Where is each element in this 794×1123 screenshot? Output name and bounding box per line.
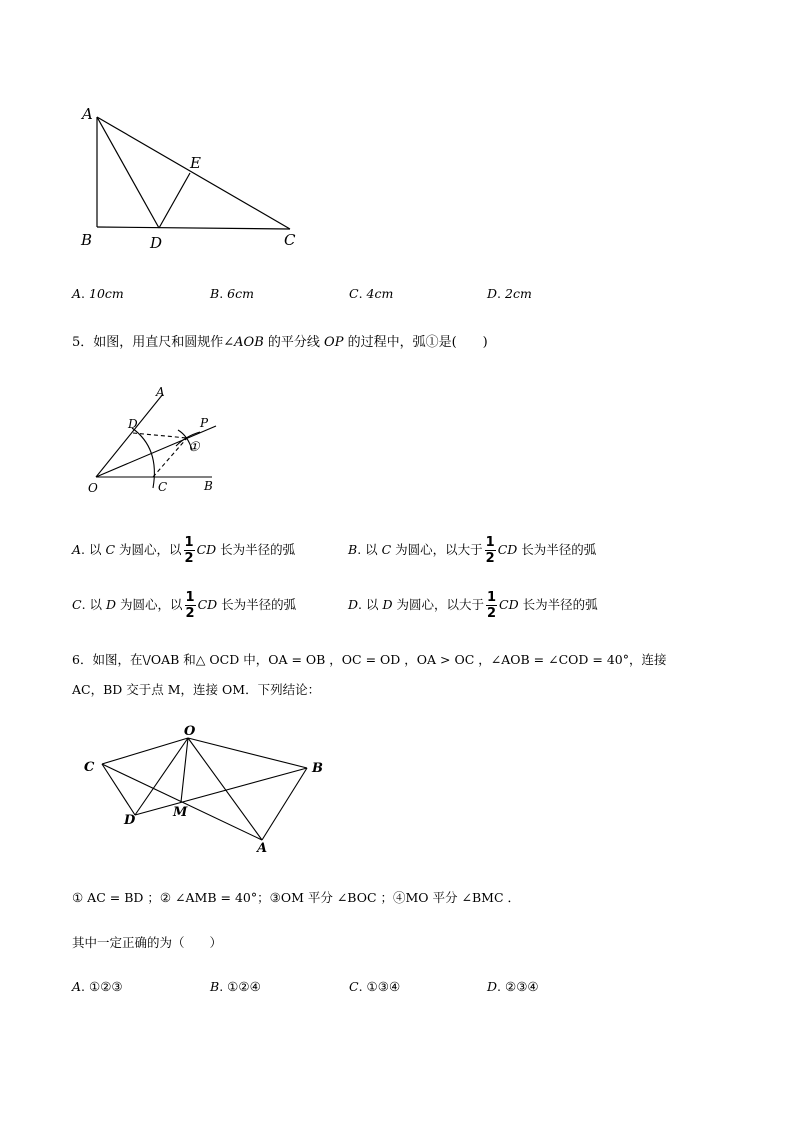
- q6-conclusions: ① AC = BD ；② ∠AMB = 40°；③OM 平分 ∠BOC ；④MO 平分 ∠BMC ．: [72, 890, 520, 905]
- triangles-figure: [80, 720, 340, 860]
- segment-ad: [97, 117, 159, 228]
- q5-option-c[interactable]: C. 以 D 为圆心，以 $\frac{1}{2}$ CD 长为半径的弧: [72, 590, 297, 621]
- label-b: B: [204, 479, 213, 493]
- q6-question: 其中一定正确的为（ ）: [72, 935, 223, 950]
- dash-cp: [153, 438, 187, 477]
- q6-stem-line-1: 6．如图，在\/OAB 和△ OCD 中，OA = OB ，OC = OD ，OA > OC ，∠AOB = ∠COD = 40°，连接: [72, 652, 667, 667]
- segment-de: [159, 173, 190, 228]
- q4-option-c[interactable]: C. 4cm: [349, 286, 394, 301]
- q6-option-d[interactable]: D. ②③④: [487, 979, 539, 994]
- q5-option-a[interactable]: A. 以 C 为圆心，以 $\frac{1}{2}$ CD 长为半径的弧: [72, 535, 296, 566]
- label-d: D: [124, 813, 136, 828]
- arc-dc: [132, 428, 154, 488]
- triangle-figure: [70, 100, 310, 260]
- label-c: C: [84, 760, 95, 775]
- label-a: A: [156, 385, 165, 399]
- label-e: E: [190, 154, 201, 172]
- q6-option-b[interactable]: B. ①②④: [210, 979, 261, 994]
- label-a: A: [257, 841, 268, 856]
- q4-option-d[interactable]: D. 2cm: [487, 286, 532, 301]
- label-a: A: [82, 105, 93, 123]
- q6-option-c[interactable]: C. ①③④: [349, 979, 401, 994]
- label-arc-1: ①: [188, 440, 200, 455]
- segment-bc: [97, 227, 290, 229]
- q4-option-b[interactable]: B. 6cm: [210, 286, 254, 301]
- q6-option-a[interactable]: A. ①②③: [72, 979, 123, 994]
- label-o: O: [184, 724, 196, 739]
- segment-oc: [102, 738, 188, 764]
- q5-option-b[interactable]: B. 以 C 为圆心，以大于 $\frac{1}{2}$ CD 长为半径的弧: [348, 535, 597, 566]
- label-p: P: [200, 416, 209, 430]
- q5-stem: 5．如图，用直尺和圆规作∠AOB 的平分线 OP 的过程中，弧①是( ): [72, 335, 488, 350]
- label-o: O: [88, 481, 98, 495]
- ray-oa: [96, 394, 163, 477]
- label-c: C: [158, 480, 168, 494]
- segment-od: [135, 738, 188, 815]
- q6-stem-line-2: AC，BD 交于点 M，连接 OM．下列结论：: [72, 682, 321, 697]
- q4-option-a[interactable]: A. 10cm: [72, 286, 124, 301]
- label-b: B: [81, 231, 93, 249]
- fraction: $\frac{1}{2}$: [486, 590, 497, 621]
- label-d: D: [150, 234, 163, 252]
- fraction: $\frac{1}{2}$: [185, 590, 195, 621]
- label-m: M: [173, 805, 188, 820]
- label-c: C: [284, 231, 296, 249]
- label-b: B: [312, 761, 323, 776]
- fraction: $\frac{1}{2}$: [485, 535, 495, 566]
- label-d: D: [128, 417, 138, 431]
- q5-option-d[interactable]: D. 以 D 为圆心，以大于 $\frac{1}{2}$ CD 长为半径的弧: [348, 590, 598, 621]
- fraction: $\frac{1}{2}$: [184, 535, 194, 566]
- segment-ac: [97, 117, 290, 229]
- bisector-figure: [80, 380, 230, 500]
